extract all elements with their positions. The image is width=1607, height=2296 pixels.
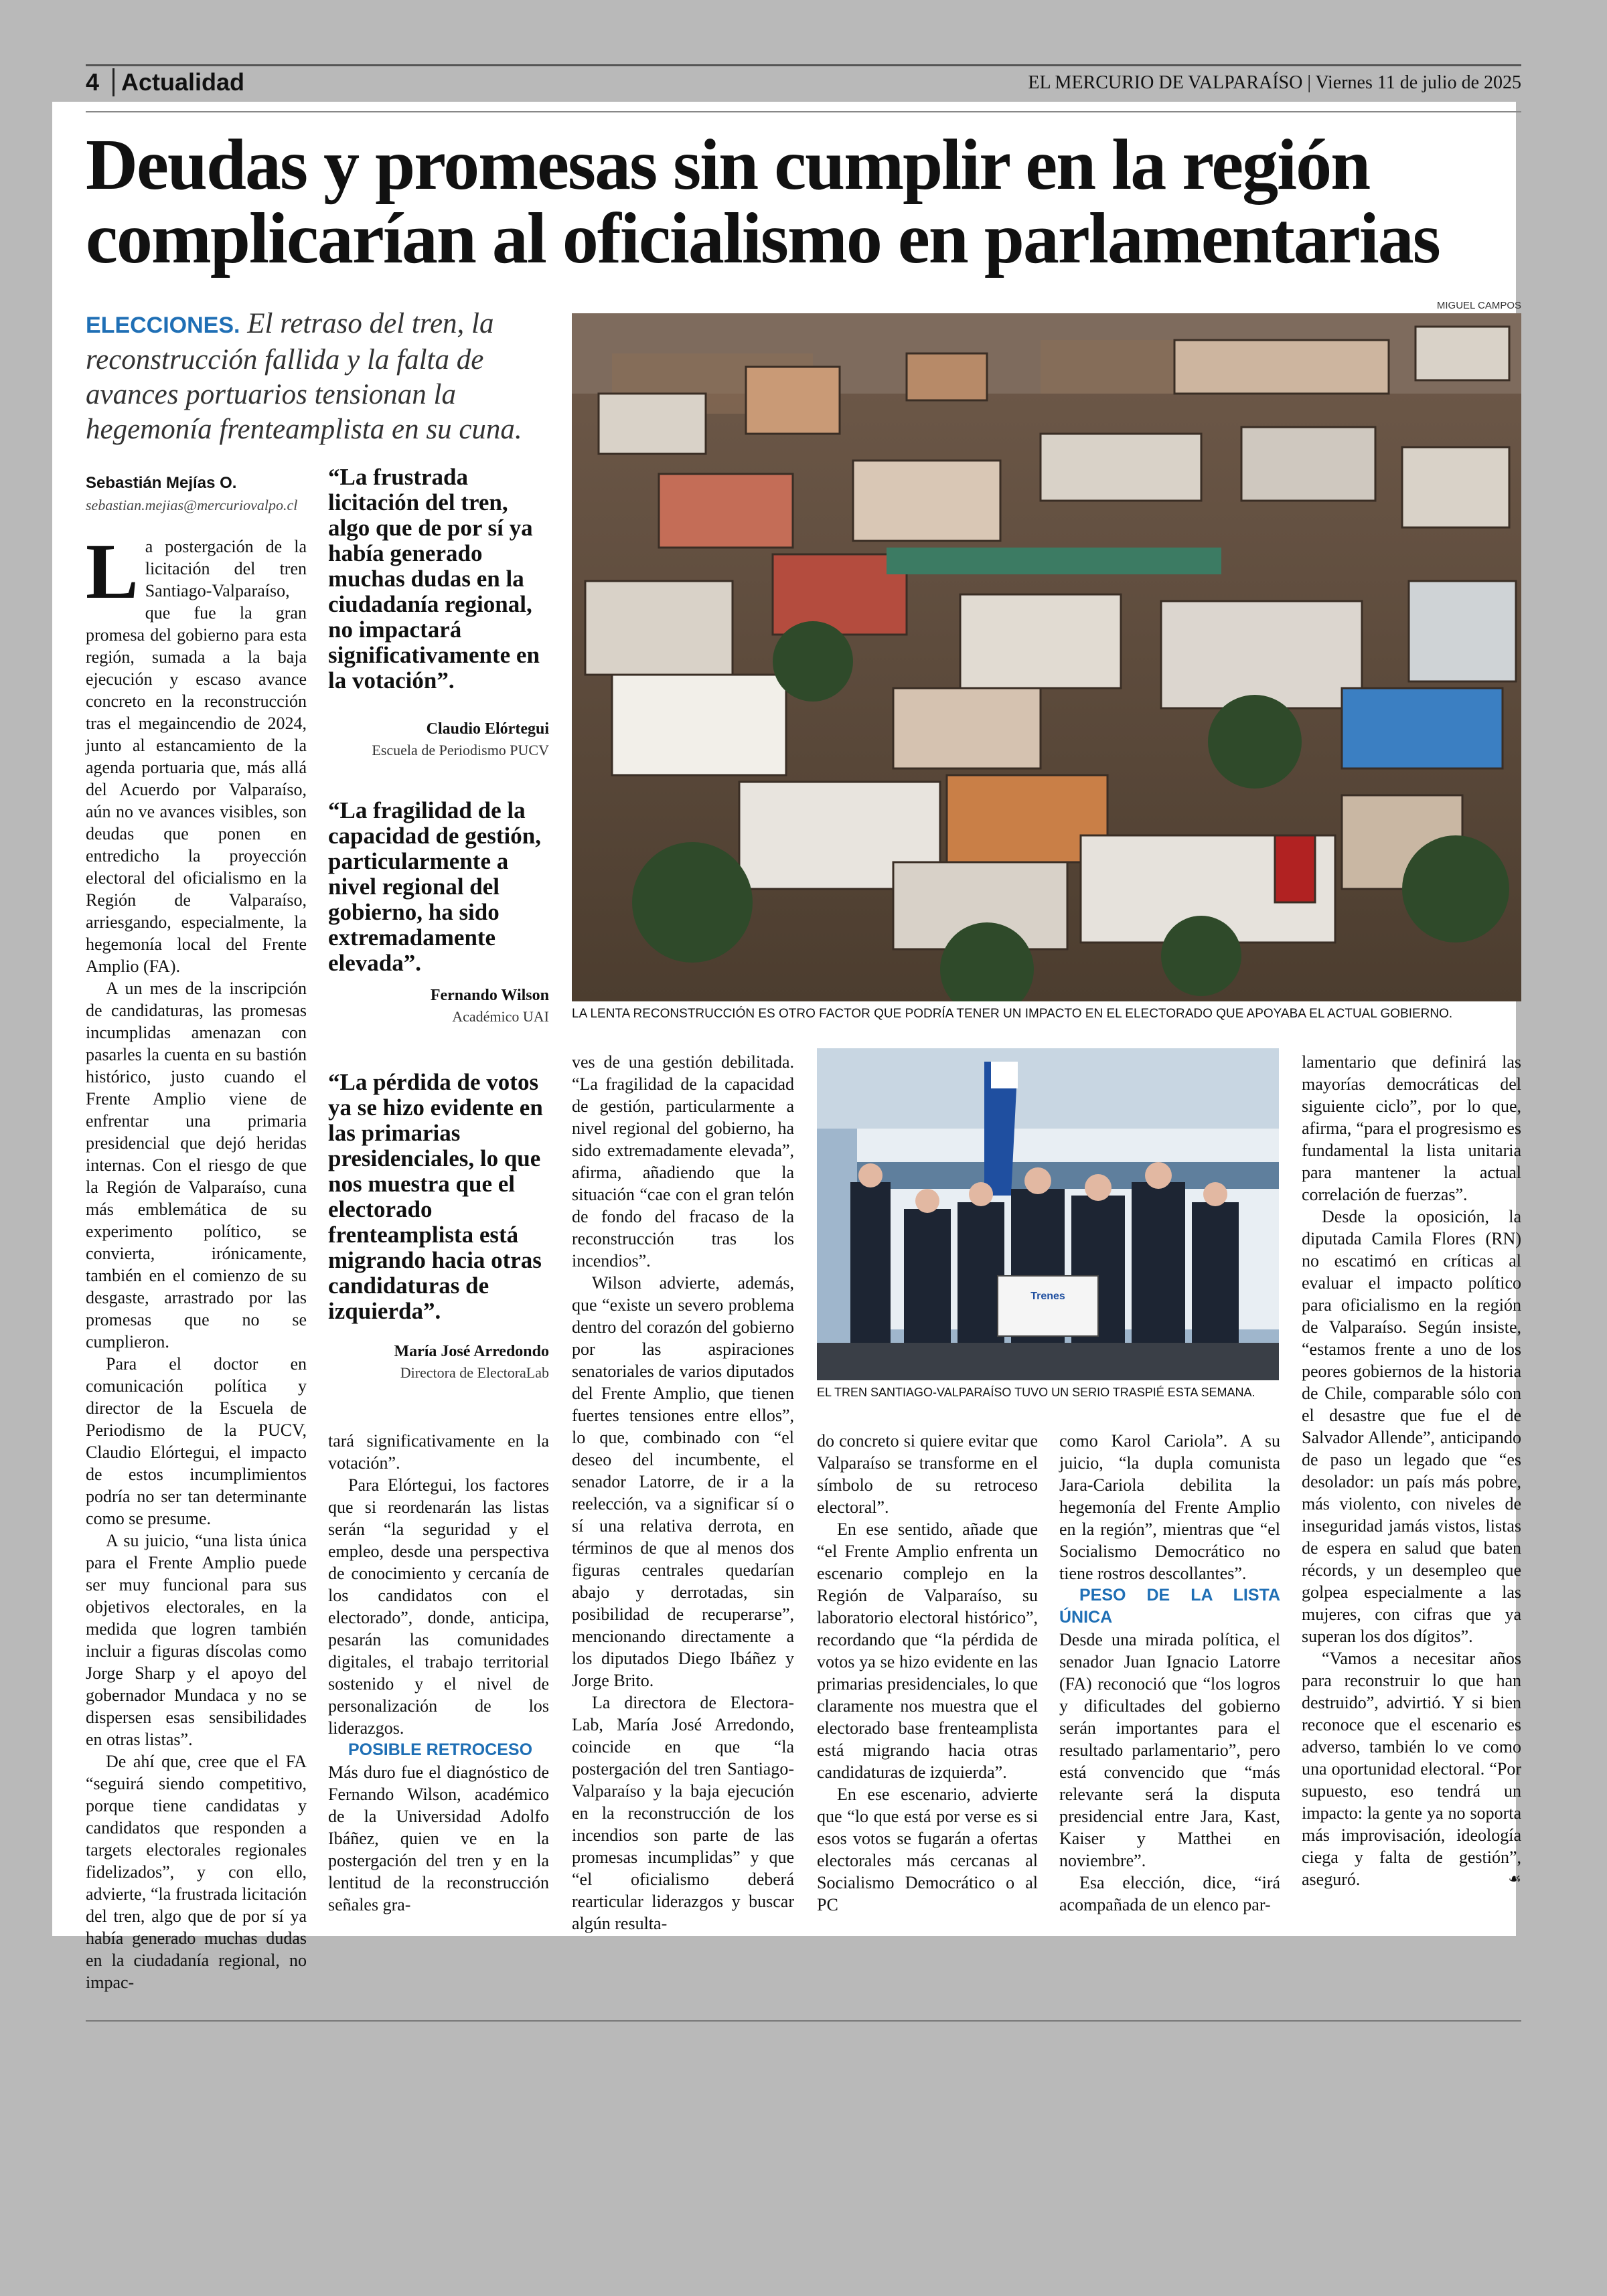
subhead-peso-lista-unica: PESO DE LA LISTA ÚNICA (1059, 1586, 1280, 1627)
paragraph: Wilson advierte, además, que “existe un severo problema dentro del corazón del gobierno por las aspiraciones senatoriales de varios diputados del Frente Amplio, que tienen fuertes tensiones entre ellos”, lo que, combinado con “el deseo del incumbente, el senador Latorre, de ir a la reelección, va a significar sí o sí una relativa derrota, en términos de que al menos dos figuras centrales quedarían abajo y derrotadas, sin posibilidad de recuperarse”, mencionando directamente a los diputados Diego Ibáñez y Jorge Brito. (572, 1273, 794, 1690)
paragraph: A un mes de la inscripción de candidaturas, las promesas incumplidas amenazan con pasarles la cuenta en su bastión histórico, justo cuando el Frente Amplio viene de enfrentar una primaria presidencial que dejó heridas internas. Con el riesgo de que la Región de Valparaíso, cuna más emblemática de su experimento político, se convierta, irónicamente, también en el comienzo de su desgaste, arrastrado por las promesas que no se cumplieron. (86, 979, 307, 1351)
pull-quote-3: “La pérdida de votos ya se hizo evidente en las primarias presidenciales, lo que nos muestra que el electorado frenteamplista está migrando hacia otras candidaturas de izquierda”. (328, 1069, 543, 1324)
pull-quote-1: “La frustrada licitación del tren, algo que de por sí ya había generado muchas dudas en la ciudadanía regional, no impactará significativamente en la votación”. (328, 464, 540, 693)
headline: Deudas y promesas sin cumplir en la región complicarían al oficialismo en parlamentarias (86, 125, 1440, 278)
paragraph: La directora de Electora-Lab, María José Arredondo, coincide en que “la postergación del tren Santiago-Valparaíso y la baja ejecución en la reconstrucción de los incendios son parte de las promesas incumplidas” y que “el oficialismo deberá rearticular liderazgos y buscar algún resulta- (572, 1693, 794, 1933)
quote-2-name: Fernando Wilson (430, 987, 549, 1004)
paragraph: ves de una gestión debilitada. “La fragilidad de la capacidad de gestión, particularmente a nivel regional del gobierno, ha sido extremadamente elevada”, afirma, añadiendo que la situación “cae con el gran telón de fondo del fracaso de la reconstrucción tras los incendios”. (572, 1052, 794, 1270)
photo-credit: MIGUEL CAMPOS (1436, 300, 1521, 311)
kicker: ELECCIONES. (86, 313, 240, 338)
subhead-posible-retroceso: POSIBLE RETROCESO (348, 1740, 533, 1759)
paragraph: En ese sentido, añade que “el Frente Amplio enfrenta un escenario complejo en la Región de Valparaíso, su laboratorio electoral histórico”, recordando que “la pérdida de votos ya se hizo evidente en las primarias presidenciales, lo que claramente nos muestra que el electorado base frenteamplista está migrando hacia otras candidaturas de izquierda”. (817, 1520, 1038, 1782)
paragraph: Para el doctor en comunicación política y director de la Escuela de Periodismo de la PUCV, Claudio Elórtegui, el impacto de estos incumplimientos podría no ser tan determinante como se presume. (86, 1354, 307, 1528)
column-2 (328, 1430, 549, 1916)
column-4 (817, 1430, 1038, 1916)
paragraph: como Karol Cariola”. A su juicio, “la dupla comunista Jara-Cariola debilita la hegemonía del Frente Amplio en la región”, mientras que “el Socialismo Democrático no tiene rostros descollantes”. (1059, 1431, 1280, 1583)
paragraph: Desde una mirada política, el senador Juan Ignacio Latorre (FA) reconoció que “los logros y dificultades del gobierno serán importantes para el resultado parlamentario”, pero está convencido que “más relevante será la disputa presidencial entre Jara, Kast, Kaiser y Matthei en noviembre”. (1059, 1630, 1280, 1870)
quote-1-role: Escuela de Periodismo PUCV (372, 742, 549, 758)
paragraph: tará significativamente en la votación”. (328, 1431, 549, 1473)
paragraph: Desde la oposición, la diputada Camila Flores (RN) no escatimó en críticas al evaluar el impacto político para oficialismo en la región de Valparaíso. Según insiste, “estamos frente a uno de los peores gobiernos de la historia de Chile, comparable sólo con el desastre que fue el de Salvador Allende”, anticipando de paso un legado que “es desolador: un país más pobre, más violento, con niveles de inseguridad jamás vistos, listas de espera en salud que baten récords, y un desempleo que golpea especialmente a las mujeres, con cifras que ya superan los dos dígitos”. (1302, 1207, 1521, 1646)
publication-info: EL MERCURIO DE VALPARAÍSO | Viernes 11 de julio de 2025 (1028, 72, 1521, 93)
deck (86, 307, 548, 447)
main-photo-hillside-houses (572, 313, 1521, 1001)
paragraph: A su juicio, “una lista única para el Frente Amplio puede ser muy funcional para sus objetivos electorales, en la medida que logren también incluir a figuras díscolas como Jorge Sharp y el apoyo del gobernador Mundaca y no se dispersen esas sensibilidades en otras listas”. (86, 1531, 307, 1749)
column-3 (572, 1051, 794, 1935)
paragraph: Más duro fue el diagnóstico de Fernando Wilson, académico de la Universidad Adolfo Ibáñez, quien ve en la postergación del tren y en la lentitud de la reconstrucción señales gra- (328, 1762, 549, 1914)
end-mark-icon: ☙ (1508, 1871, 1521, 1888)
paragraph: Para Elórtegui, los factores que si reordenarán las listas serán “la seguridad y el empleo, desde una perspectiva de conocimiento y cercanía de los candidatos con el electorado”, donde, anticipa, pesarán las comunidades digitales, el trabajo territorial sostenido y el nivel de personalización de los liderazgos. (328, 1475, 549, 1738)
column-1 (86, 527, 307, 1993)
quote-3-role: Directora de ElectoraLab (400, 1364, 549, 1381)
paper-top-rule (86, 111, 1521, 112)
paragraph: En ese escenario, advierte que “lo que está por verse es si esos votos se fugarán a ofertas electorales más cercanas al Socialismo Democrático o al PC (817, 1785, 1038, 1914)
paragraph: do concreto si quiere evitar que Valparaíso se transforme en el símbolo de su retroceso electoral”. (817, 1431, 1038, 1517)
author-name: Sebastián Mejías O. (86, 474, 237, 492)
main-photo-caption: LA LENTA RECONSTRUCCIÓN ES OTRO FACTOR QUE PODRÍA TENER UN IMPACTO EN EL ELECTORADO QUE APOYABA EL ACTUAL GOBIERNO. (572, 1007, 1453, 1021)
train-photo-caption: EL TREN SANTIAGO-VALPARAÍSO TUVO UN SERIO TRASPIÉ ESTA SEMANA. (817, 1386, 1255, 1399)
paragraph: lamentario que definirá las mayorías democráticas del siguiente ciclo”, por lo que, afirma, “para el progresismo es fundamental la lista unitaria para mantener la actual correlación de fuerzas”. (1302, 1052, 1521, 1204)
paragraph: Esa elección, dice, “irá acompañada de un elenco par- (1059, 1873, 1280, 1914)
section-label: Actualidad (112, 68, 244, 96)
train-illustration (817, 1048, 1279, 1380)
train-photo (817, 1048, 1279, 1380)
quote-1-name: Claudio Elórtegui (426, 720, 549, 738)
deck-text: El retraso del tren, la reconstrucción fallida y la falta de avances portuarios tensionan la hegemonía frenteamplista en su cuna. (86, 308, 522, 445)
paragraph: La postergación de la licitación del tren Santiago-Valparaíso, que fue la gran promesa del gobierno para esta región, sumada a la baja ejecución y escaso avance concreto en la reconstrucción tras el megaincendio de 2024, junto al estancamiento de la agenda portuaria que, más allá del Acuerdo por Valparaíso, aún no ve avances visibles, son deudas que ponen en entredicho la proyección electoral del oficialismo en la Región de Valparaíso, arriesgando, especialmente, la hegemonía local del Frente Amplio (FA). (86, 527, 307, 976)
column-5 (1059, 1430, 1280, 1916)
paragraph: De ahí que, cree que el FA “seguirá siendo competitivo, porque tiene candidatas y candidatos que responden a targets electorales regionales fidelizados”, y con ello, advierte, “la frustrada licitación del tren, algo que de por sí ya había generado muchas dudas en la ciudadanía regional, no impac- (86, 1752, 307, 1992)
column-6 (1302, 1051, 1521, 1890)
podium-sign: Trenes (1030, 1291, 1065, 1302)
quote-3-name: María José Arredondo (394, 1343, 549, 1360)
quote-2-role: Académico UAI (452, 1008, 549, 1025)
hillside-illustration (572, 313, 1521, 1001)
paragraph: “Vamos a necesitar años para reconstruir lo que han destruido”, advirtió. Y si bien reconoce que el escenario es adverso, también lo ve como una oportunidad electoral. “Por supuesto, eso tendrá un impacto: la gente ya no soporta más improvisación, ideología ciega y falta de gestión”, aseguró. ☙ (1302, 1649, 1521, 1889)
author-email[interactable]: sebastian.mejias@mercuriovalpo.cl (86, 497, 298, 513)
bottom-rule (86, 2020, 1521, 2022)
page-number: 4 (86, 68, 100, 96)
top-rule (86, 64, 1521, 66)
drop-cap: L (86, 527, 139, 615)
pull-quote-2: “La fragilidad de la capacidad de gestión, particularmente a nivel regional del gobierno, ha sido extremadamente elevada”. (328, 797, 541, 976)
